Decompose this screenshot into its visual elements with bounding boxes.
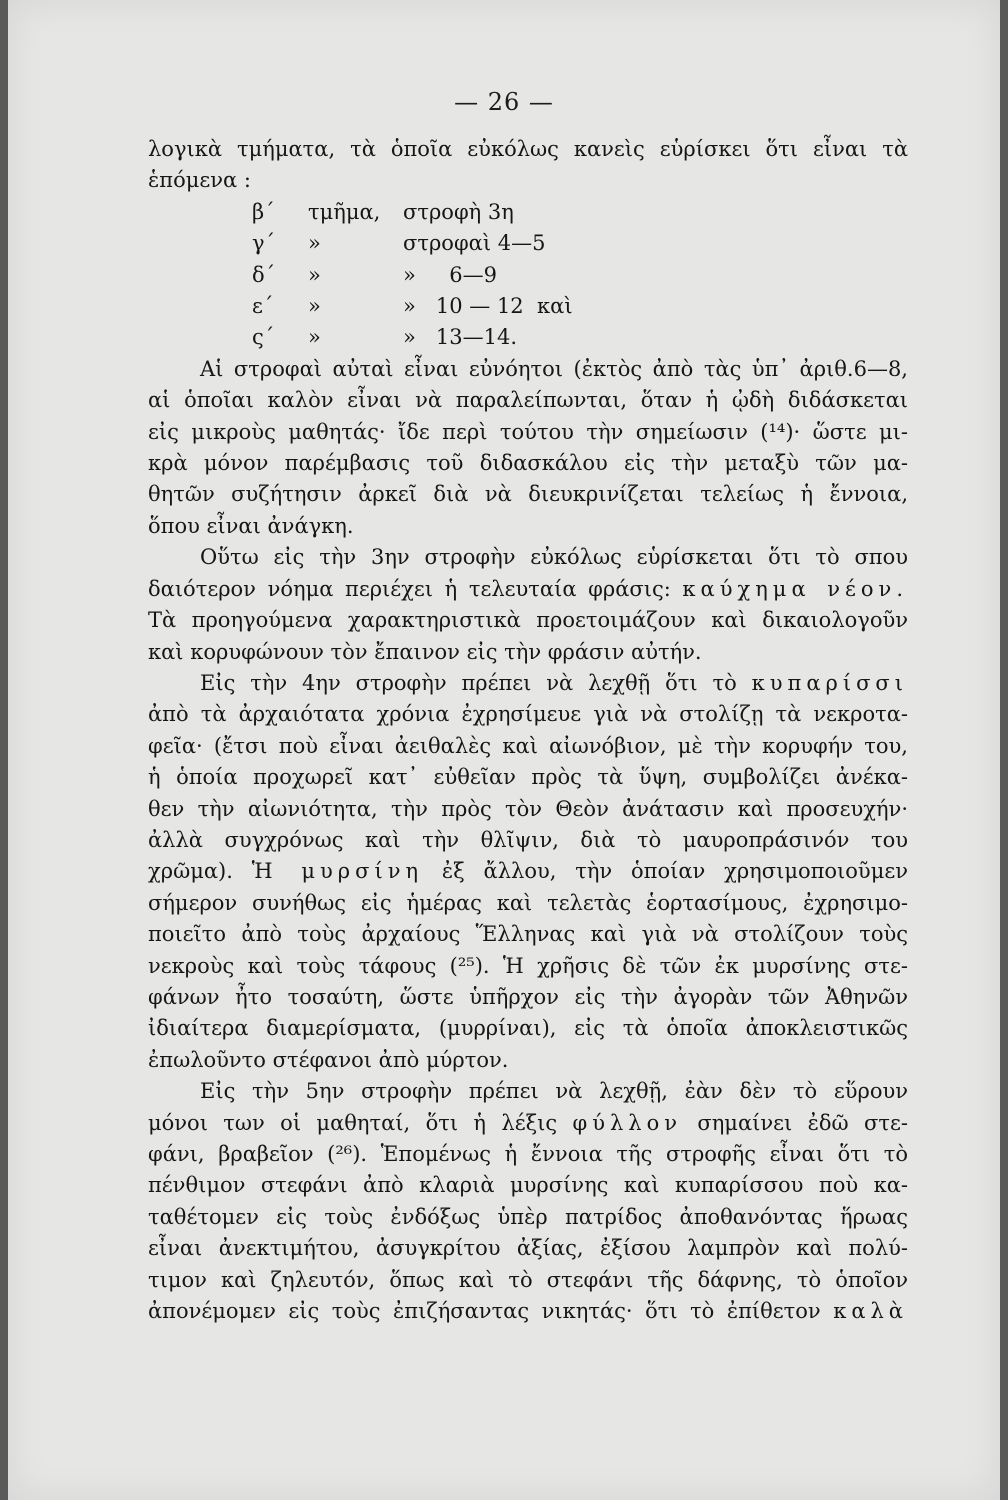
text-line [148,1108,908,1139]
section-verses: » 13—14. [403,325,517,350]
section-label: » [308,294,321,319]
enumeration-row [252,322,703,353]
text-line: φεῖα· (ἔτσι ποὺ εἶναι ἀειθαλὲς καὶ αἰωνόβιον, μὲ τὴν κορυφήν του, [148,733,908,758]
text-line: αἱ ὁποῖαι καλὸν εἶναι νὰ παραλείπωνται, ὅταν ἡ ᾠδὴ διδάσκεται [148,388,908,413]
text-line: ἰδιαίτερα διαμερίσματα, (μυρρίναι), εἰς τὰ ὁποῖα ἀποκλειστικῶς [148,1016,908,1041]
section-enumeration [252,197,703,354]
text-line: ἀλλὰ συγχρόνως καὶ τὴν θλῖψιν, διὰ τὸ μαυροπράσινόν του [148,827,908,852]
text-line: ἑπόμενα : [148,168,251,193]
text-run: σημαίνει ἐδῶ στε- [697,1110,908,1135]
emphasized-word: Ἡ μυρσίνη [251,859,424,884]
section-label: » [308,231,321,256]
text-line: πένθιμον στεφάνι ἀπὸ κλαριὰ μυρσίνης καὶ κυπαρίσσου ποὺ κα- [148,1173,908,1198]
section-verses: στροφὴ 3η [403,199,514,224]
paragraph-3 [148,668,908,1076]
text-line: Εἰς τὴν 5ην στροφὴν πρέπει νὰ λεχθῇ, ἐὰν δὲν τὸ εὕρουν [200,1079,908,1104]
text-line: λογικὰ τμήματα, τὰ ὁποῖα εὐκόλως κανεὶς εὑρίσκει ὅτι εἶναι τὰ [148,137,908,161]
text-line [148,1296,908,1327]
text-line: εἶναι ἀνεκτιμήτου, ἀσυγκρίτου ἀξίας, ἐξίσου λαμπρὸν καὶ πολύ- [148,1236,908,1261]
text-line [148,574,908,605]
text-line: νεκροὺς καὶ τοὺς τάφους (²⁵). Ἡ χρῆσις δὲ τῶν ἐκ μυρσίνης στε- [148,953,908,978]
emphasized-phrase: καύχημα νέον. [682,576,908,601]
text-line: θητῶν συζήτησιν ἀρκεῖ διὰ νὰ διευκρινίζεται τελείως ἡ ἔννοια, [148,482,908,507]
section-label: » [308,262,321,287]
text-line: καὶ κορυφώνουν τὸν ἔπαινον εἰς τὴν φράσιν αὐτήν. [148,639,702,664]
text-line: ἀπὸ τὰ ἀρχαιότατα χρόνια ἐχρησίμευε γιὰ νὰ στολίζῃ τὰ νεκροτα- [148,702,908,727]
text-line: τιμον καὶ ζηλευτόν, ὅπως καὶ τὸ στεφάνι τῆς δάφνης, τὸ ὁποῖον [148,1267,908,1292]
paragraph-1 [148,354,908,542]
section-label: τμῆμα, [308,199,381,224]
emphasized-word: καλὰ [833,1299,908,1324]
text-line: φάνι, βραβεῖον (²⁶). Ἑπομένως ἡ ἔννοια τῆς στροφῆς εἶναι ὅτι τὸ [148,1142,908,1166]
section-number: β΄ [252,199,275,224]
text-line: ὅπου εἶναι ἀνάγκη. [148,513,354,538]
text-line: ἡ ὁποία προχωρεῖ κατ᾽ εὐθεῖαν πρὸς τὰ ὕψη, συμβολίζει ἀνέκα- [148,765,908,790]
section-number: δ΄ [252,262,276,287]
text-line: Οὕτω εἰς τὴν 3ην στροφὴν εὐκόλως εὑρίσκεται ὅτι τὸ σπου [200,545,908,570]
section-number: γ΄ [252,231,276,256]
book-page [8,0,1000,1500]
section-number: ς΄ [252,325,275,350]
page-number: — 26 — [454,88,554,116]
text-line: ταθέτομεν εἰς τοὺς ἐνδόξως ὑπὲρ πατρίδος ἀποθανόντας ἥρωας [148,1204,908,1229]
section-verses: » 6—9 [403,262,497,287]
text-line: ἐπωλοῦντο στέφανοι ἀπὸ μύρτον. [148,1047,509,1072]
emphasized-word: φύλλον [572,1110,683,1135]
text-line: Αἱ στροφαὶ αὐταὶ εἶναι εὐνόητοι (ἐκτὸς ἀπὸ τὰς ὑπ᾽ ἀριθ.6—8, [200,356,908,381]
text-run: χρῶμα). [148,859,233,884]
section-label: » [308,325,321,350]
text-line: θεν τὴν αἰωνιότητα, τὴν πρὸς τὸν Θεὸν ἀνάτασιν καὶ προσευχήν· [148,796,908,821]
enumeration-row [252,228,703,259]
page-text [148,134,908,1327]
text-line: εἰς μικροὺς μαθητάς· ἴδε περὶ τούτου τὴν σημείωσιν (¹⁴)· ὥστε μι- [148,419,908,444]
text-line: σήμερον συνήθως εἰς ἡμέρας καὶ τελετὰς ἑορτασίμους, ἐχρησιμο- [148,890,908,915]
section-number: ε΄ [252,294,274,319]
section-verses: » 10 — 12 καὶ [403,294,573,319]
enumeration-row [252,291,703,322]
section-verses: στροφαὶ 4—5 [403,231,546,256]
paragraph-4 [148,1076,908,1327]
paragraph-2 [148,542,908,668]
text-line: κρὰ μόνον παρέμβασις τοῦ διδασκάλου εἰς τὴν μεταξὺ τῶν μα- [148,451,908,476]
enumeration-row [252,197,703,228]
text-run: Εἰς τὴν 4ην στροφὴν πρέπει νὰ λεχθῇ ὅτι τὸ [200,670,737,695]
text-run: δαιότερον νόημα περιέχει ἡ τελευταία φράσις: [148,576,671,601]
text-run: ἐξ ἄλλου, τὴν ὁποίαν χρησιμοποιοῦμεν [441,859,908,884]
text-line: Τὰ προηγούμενα χαρακτηριστικὰ προετοιμάζουν καὶ δικαιολογοῦν [148,608,908,633]
text-run: ἀπονέμομεν εἰς τοὺς ἐπιζήσαντας νικητάς· ὅτι τὸ ἐπίθετον [148,1299,821,1324]
text-line: ποιεῖτο ἀπὸ τοὺς ἀρχαίους Ἕλληνας καὶ γιὰ νὰ στολίζουν τοὺς [148,922,908,947]
enumeration-row [252,260,703,291]
text-line [148,856,908,887]
intro-paragraph [148,134,908,197]
text-line [148,668,908,699]
text-line: φάνων ἦτο τοσαύτη, ὥστε ὑπῆρχον εἰς τὴν ἀγορὰν τῶν Ἀθηνῶν [148,984,908,1009]
text-run: μόνοι των οἱ μαθηταί, ὅτι ἡ λέξις [148,1110,558,1135]
emphasized-word: κυπαρίσσι [751,670,908,695]
